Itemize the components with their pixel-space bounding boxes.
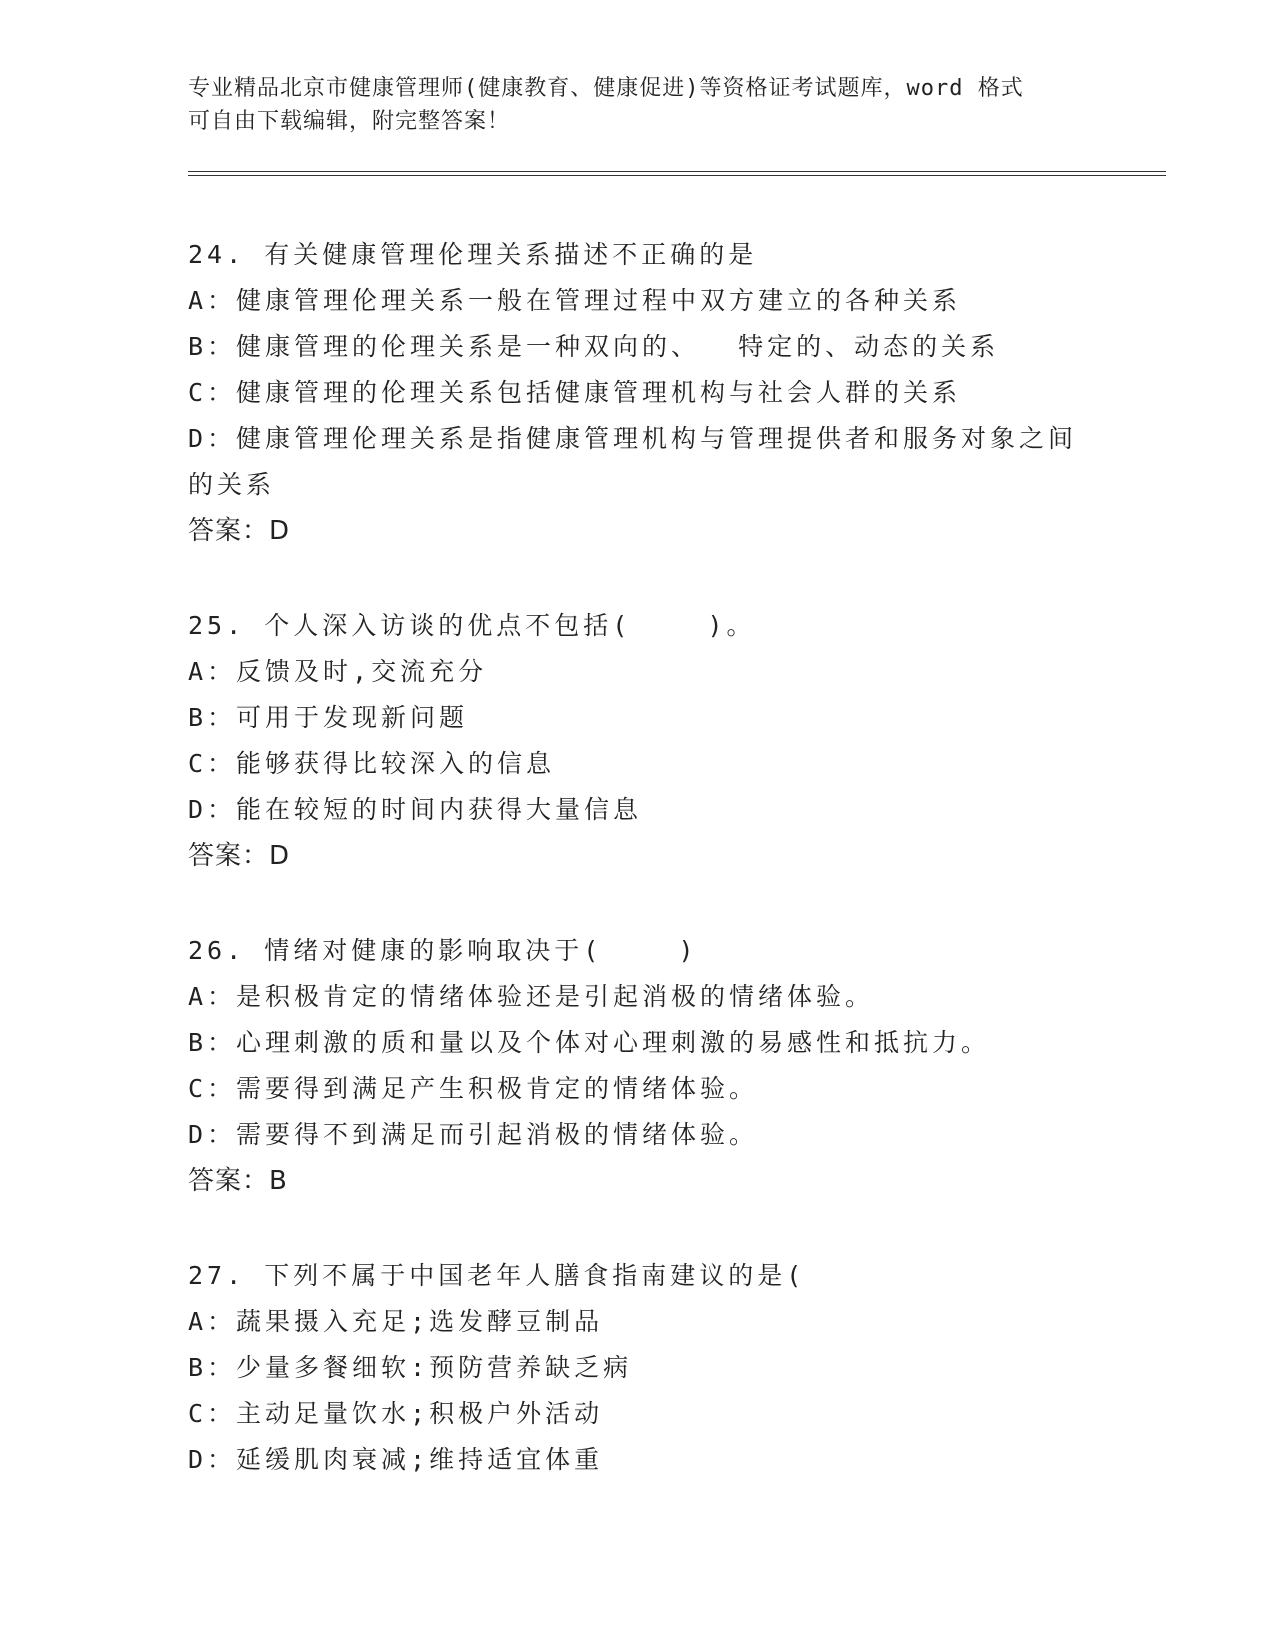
document-header <box>188 72 1088 138</box>
option-d: D：需要得不到满足而引起消极的情绪体验。 <box>188 1120 759 1149</box>
option-d: D：能在较短的时间内获得大量信息 <box>188 795 643 824</box>
option-a: A：是积极肯定的情绪体验还是引起消极的情绪体验。 <box>188 982 875 1011</box>
question-27 <box>188 1253 1088 1483</box>
option-d-continued: 的关系 <box>188 470 276 499</box>
question-stem: 25. 个人深入访谈的优点不包括( )。 <box>188 611 756 640</box>
header-rule-top <box>188 171 1166 172</box>
question-stem: 24. 有关健康管理伦理关系描述不正确的是 <box>188 240 758 269</box>
option-d: D：延缓肌肉衰减;维持适宜体重 <box>188 1445 604 1474</box>
question-stem: 27. 下列不属于中国老年人膳食指南建议的是( <box>188 1261 806 1290</box>
option-c: C：主动足量饮水;积极户外活动 <box>188 1399 604 1428</box>
question-24 <box>188 232 1088 554</box>
option-a: A：反馈及时,交流充分 <box>188 657 488 686</box>
question-26 <box>188 928 1088 1204</box>
option-b: B：心理刺激的质和量以及个体对心理刺激的易感性和抵抗力。 <box>188 1028 991 1057</box>
question-25 <box>188 603 1088 879</box>
question-stem: 26. 情绪对健康的影响取决于( ) <box>188 936 698 965</box>
option-c: C：能够获得比较深入的信息 <box>188 749 556 778</box>
header-line-1: 专业精品北京市健康管理师(健康教育、健康促进)等资格证考试题库，word 格式 <box>188 76 1024 101</box>
answer: 答案：D <box>188 841 291 871</box>
option-b: B：可用于发现新问题 <box>188 703 469 732</box>
answer: 答案：B <box>188 1166 288 1196</box>
header-rule-bottom <box>188 175 1166 176</box>
option-c: C：健康管理的伦理关系包括健康管理机构与社会人群的关系 <box>188 378 962 407</box>
option-a: A：蔬果摄入充足;选发酵豆制品 <box>188 1307 604 1336</box>
option-c: C：需要得到满足产生积极肯定的情绪体验。 <box>188 1074 759 1103</box>
option-b: B：健康管理的伦理关系是一种双向的、 特定的、动态的关系 <box>188 332 1000 361</box>
question-list <box>188 232 1088 1532</box>
option-d: D：健康管理伦理关系是指健康管理机构与管理提供者和服务对象之间 <box>188 424 1078 453</box>
option-b: B：少量多餐细软:预防营养缺乏病 <box>188 1353 633 1382</box>
answer: 答案：D <box>188 516 291 546</box>
header-line-2: 可自由下载编辑，附完整答案！ <box>188 109 511 134</box>
option-a: A：健康管理伦理关系一般在管理过程中双方建立的各种关系 <box>188 286 962 315</box>
